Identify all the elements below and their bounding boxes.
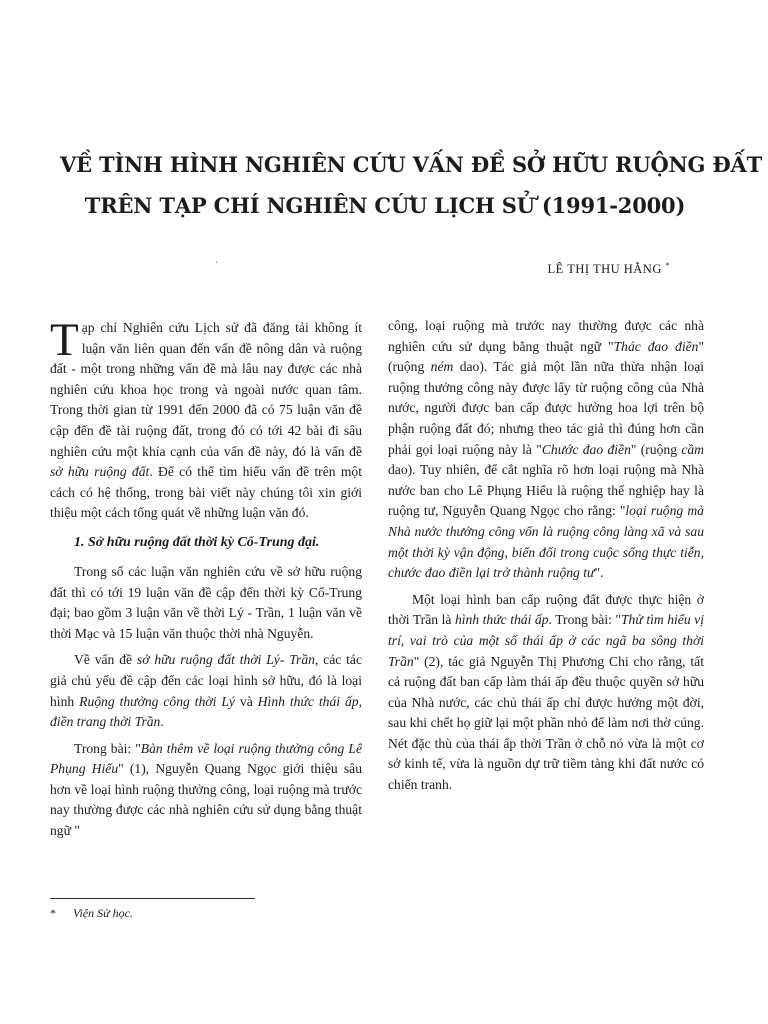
section-heading: 1. Sở hữu ruộng đất thời kỳ Cổ-Trung đại.	[74, 534, 320, 550]
intro-paragraph: Tạp chí Nghiên cứu Lịch sử đã đăng tải không ít luận văn liên quan đến vấn đề nông dân và ruộng đất - một trong những vấn đề mà lâu nay được các nhà nghiên cứu khoa học trong và ngoài nước quan tâm. Trong thời gian từ 1991 đến 2000 đã có 75 luận văn đề cập đến đề tài ruộng đất, trong đó có tới 42 bài đi sâu nghiên cứu một khía cạnh của vấn đề này, đó là vấn đề sở hữu ruộng đất. Để có thể tìm hiểu vấn đề trên một cách có hệ thống, trong bài viết này chúng tôi xin giới thiệu một cách tổng quát về những luận văn đó.	[50, 314, 362, 521]
paragraph-4-continued: công, loại ruộng mà trước nay thường được các nhà nghiên cứu sử dụng bằng thuật ngữ "Thác đao điền" (ruộng ném dao). Tác giả một lần nữa thừa nhận loại ruộng thưởng công này được lấy từ ruộng công của Nhà nước, người được ban cấp được hưởng hoa lợi trên bộ phận ruộng đất đó; nhưng theo tác giả thì đúng hơn cần phải gọi loại ruộng này là "Chước đao điền" (ruộng cầm dao). Tuy nhiên, để cắt nghĩa rõ hơn loại ruộng mà Nhà nước ban cho Lê Phụng Hiểu là ruộng thế nghiệp hay là ruộng tư, Nguyễn Quang Ngọc cho rằng: "loại ruộng mà Nhà nước thưởng công vốn là ruộng công làng xã và sau một thời kỳ vận động, biến đổi trong cuộc sống thực tiễn, chước đao điền lại trở thành ruộng tư".	[388, 318, 705, 581]
drop-cap: T	[50, 314, 79, 366]
author-name: LÊ THỊ THU HẰNG	[547, 262, 662, 277]
author-footnote-mark: *	[665, 261, 670, 270]
footnote	[50, 906, 133, 921]
paragraph-5: Một loại hình ban cấp ruộng đất được thực hiện ở thời Trần là hình thức thái ấp. Trong bài: "Thử tìm hiểu vị trí, vai trò của một số thái ấp ở các ngã ba sông thời Trần" (2), tác giả Nguyễn Thị Phương Chi cho rằng, tất cả ruộng đất ban cấp làm thái ấp đều thuộc quyền sở hữu của Nhà nước, các chủ thái ấp chỉ được hưởng một đời, sau khi chết họ giữ lại một phần nhỏ để làm nơi thờ cúng. Nét đặc thù của thái ấp thời Trần ở chỗ nó vừa là một cơ sở kinh tế, vừa là nguồn dự trữ tiềm tàng khi đất nước có chiến tranh.	[388, 591, 704, 793]
title-line-2: TRÊN TẠP CHÍ NGHIÊN CỨU LỊCH SỬ (1991-2000)	[84, 193, 686, 218]
paragraph-2: Trong số các luận văn nghiên cứu về sở hữu ruộng đất thì có tới 19 luận văn đề cập đến thời kỳ Cổ-Trung đại; bao gồm 3 luận văn về thời Lý - Trần, 1 luận văn về thời Mạc và 15 luận văn thuộc thời nhà Nguyễn.	[50, 563, 362, 641]
footnote-divider	[50, 898, 255, 899]
paragraph-3: Về vấn đề sở hữu ruộng đất thời Lý- Trần, các tác giả chủ yếu đề cập đến các loại hình sở hữu, đó là loại hình Ruộng thưởng công thời Lý và Hình thức thái ấp, điền trang thời Trần.	[50, 652, 362, 730]
column-left	[50, 314, 362, 839]
author	[548, 261, 670, 277]
footnote-mark: *	[50, 906, 56, 920]
speck-decoration: ·	[215, 258, 219, 269]
column-right	[388, 316, 704, 796]
title-line-1: VỀ TÌNH HÌNH NGHIÊN CỨU VẤN ĐỀ SỞ HỮU RUỘNG ĐẤT	[60, 152, 763, 177]
paragraph-4: Trong bài: "Bàn thêm về loại ruộng thưởng công Lê Phụng Hiểu" (1), Nguyễn Quang Ngọc giới thiệu sâu hơn về loại hình ruộng thưởng công, loại ruộng mà trước nay thường được các nhà nghiên cứu sử dụng bằng thuật ngữ "	[50, 740, 362, 839]
footnote-text: Viện Sử học.	[73, 906, 133, 920]
